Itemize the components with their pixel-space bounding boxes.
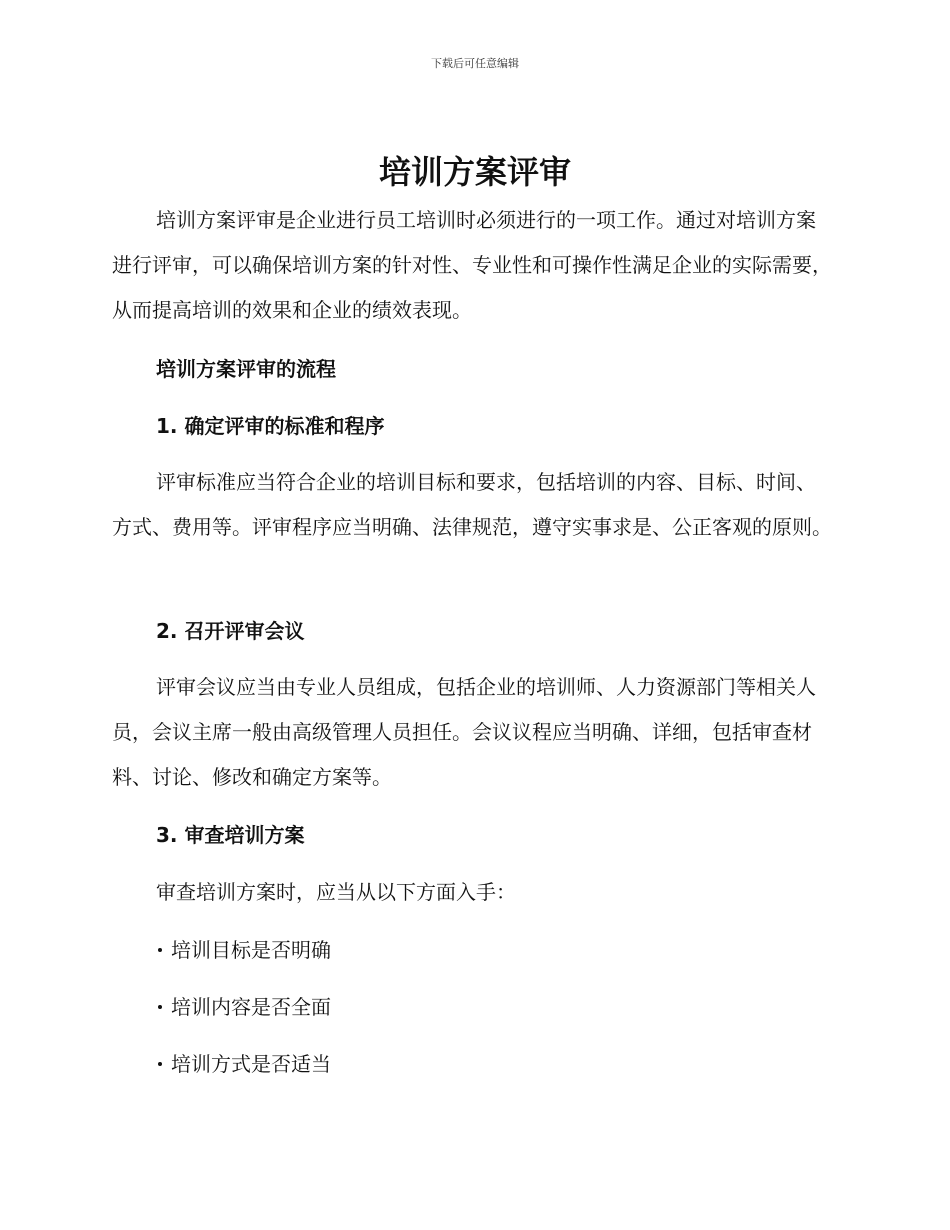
bullet-dot-icon — [158, 948, 162, 952]
bullet-text: 培训目标是否明确 — [171, 938, 331, 962]
bullet-item — [156, 1049, 331, 1079]
step2-heading: 2. 召开评审会议 — [156, 619, 305, 643]
step1-heading: 1. 确定评审的标准和程序 — [156, 414, 385, 438]
bullet-item — [156, 992, 331, 1022]
step2-paragraph: 评审会议应当由专业人员组成，包括企业的培训师、人力资源部门等相关人员，会议主席一般由高级管理人员担任。会议议程应当明确、详细，包括审查材料、讨论、修改和确定方案等。 — [112, 675, 816, 789]
step1-paragraph: 评审标准应当符合企业的培训目标和要求，包括培训的内容、目标、时间、方式、费用等。评审程序应当明确、法律规范，遵守实事求是、公正客观的原则。 — [112, 470, 832, 539]
bullet-text: 培训内容是否全面 — [171, 995, 331, 1019]
bullet-dot-icon — [158, 1005, 162, 1009]
step3-heading: 3. 审查培训方案 — [156, 823, 305, 847]
header-note: 下载后可任意编辑 — [431, 57, 519, 70]
step3-intro: 审查培训方案时，应当从以下方面入手： — [156, 880, 516, 904]
process-heading: 培训方案评审的流程 — [156, 357, 336, 381]
bullet-dot-icon — [158, 1062, 162, 1066]
intro-paragraph: 培训方案评审是企业进行员工培训时必须进行的一项工作。通过对培训方案进行评审，可以确保培训方案的针对性、专业性和可操作性满足企业的实际需要，从而提高培训的效果和企业的绩效表现。 — [112, 208, 832, 322]
bullet-text: 培训方式是否适当 — [171, 1052, 331, 1076]
document-title: 培训方案评审 — [378, 153, 571, 191]
bullet-item — [156, 935, 331, 965]
